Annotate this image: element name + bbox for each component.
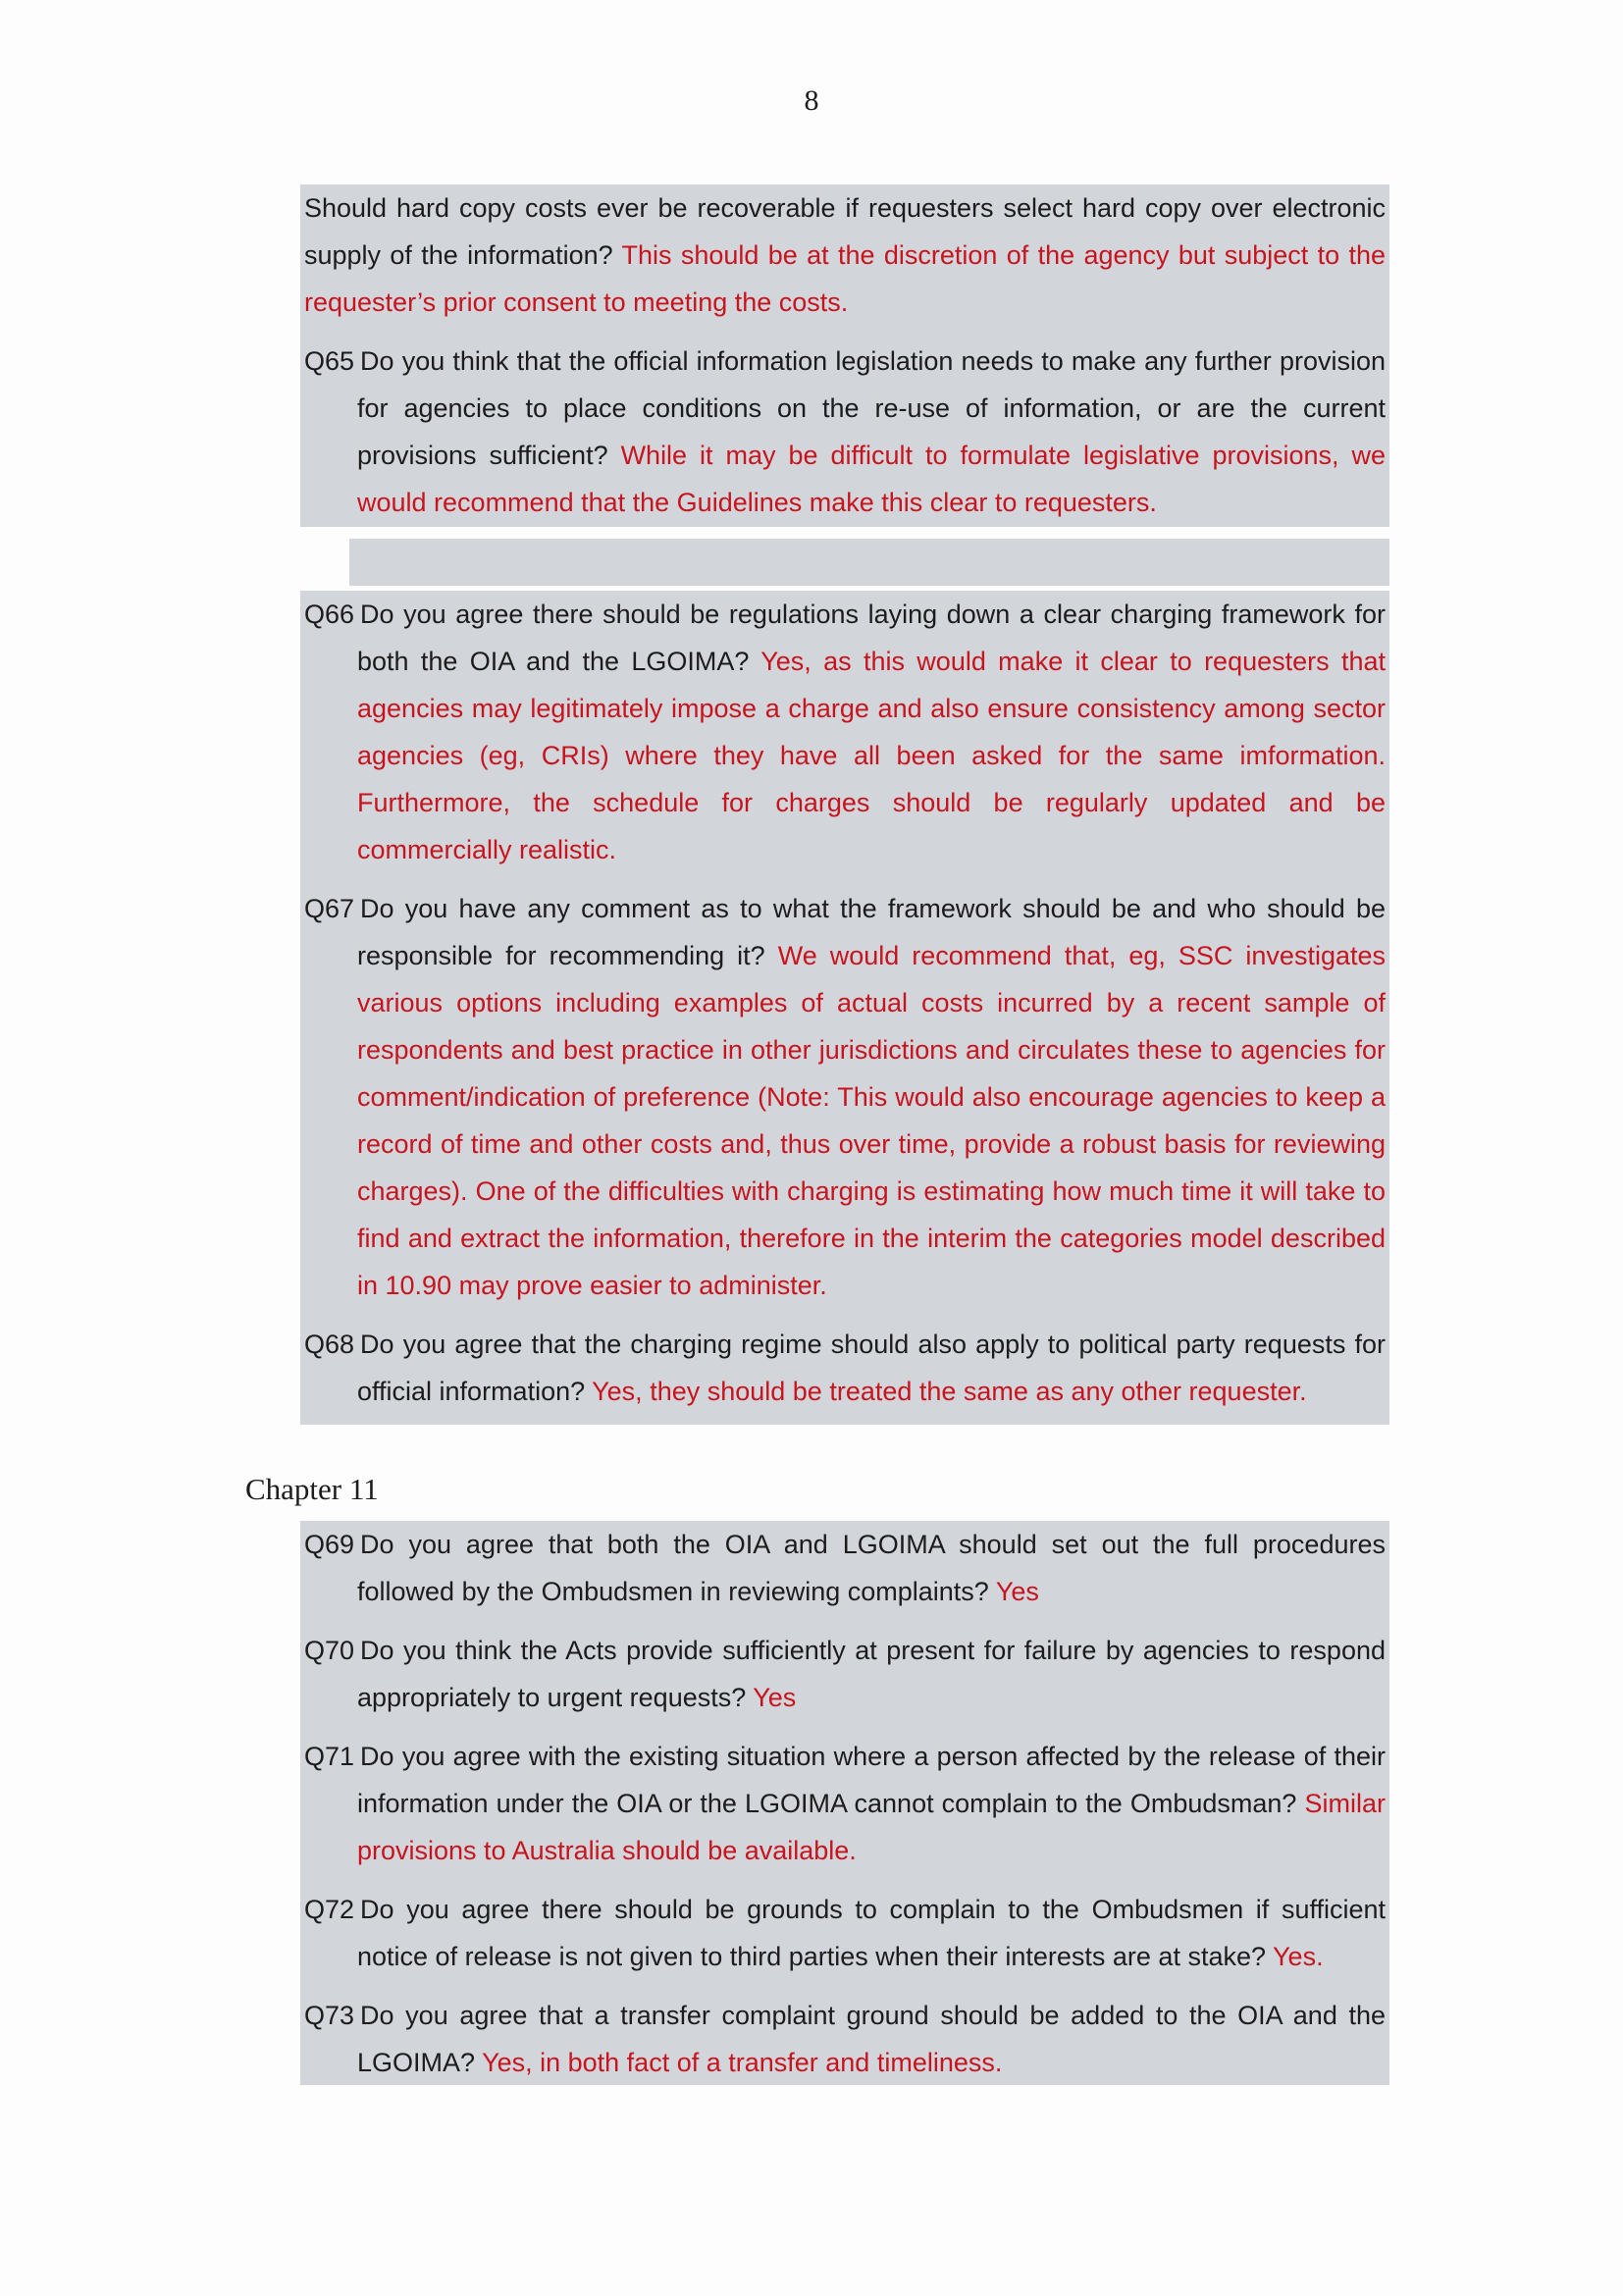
question-text: Do you agree there should be regulations laying down a clear charging framework for both the OIA and the LGOIMA? xyxy=(357,600,1386,676)
question-q72 xyxy=(304,1886,1386,1980)
question-number: Q66 xyxy=(304,600,355,629)
chapter-heading: Chapter 11 xyxy=(245,1472,379,1506)
question-q68 xyxy=(304,1321,1386,1415)
answer-text: Yes xyxy=(995,1577,1039,1606)
answer-text: This should be at the discretion of the agency but subject to the requester’s prior consent to meeting the costs. xyxy=(304,240,1386,317)
page-number: 8 xyxy=(804,84,819,117)
question-text: Do you agree there should be grounds to complain to the Ombudsmen if sufficient notice of release is not given to third parties when their interests are at stake? xyxy=(357,1895,1386,1971)
question-q66 xyxy=(304,591,1386,873)
question-text: Do you agree with the existing situation where a person affected by the release of their information under the OIA or the LGOIMA cannot complain to the Ombudsman? xyxy=(357,1742,1386,1818)
answer-text: Yes, they should be treated the same as any other requester. xyxy=(592,1377,1307,1406)
highlight-block-3 xyxy=(300,1521,1389,2085)
blank-highlight-bar xyxy=(349,539,1389,586)
highlight-block-1 xyxy=(300,184,1389,527)
question-number: Q73 xyxy=(304,2001,355,2030)
question-number: Q69 xyxy=(304,1530,355,1559)
question-q69 xyxy=(304,1521,1386,1615)
highlight-block-2 xyxy=(300,591,1389,1425)
question-number: Q71 xyxy=(304,1742,355,1771)
answer-text: Yes xyxy=(753,1683,797,1712)
question-text: Do you agree that both the OIA and LGOIMA should set out the full procedures followed by the Ombudsmen in reviewing complaints? xyxy=(357,1530,1386,1606)
answer-text: Yes. xyxy=(1273,1942,1324,1971)
answer-text: While it may be difficult to formulate legislative provisions, we would recommend that the Guidelines make this clear to requesters. xyxy=(357,441,1386,517)
question-q70 xyxy=(304,1627,1386,1721)
answer-text: Yes, as this would make it clear to requesters that agencies may legitimately impose a charge and also ensure consistency among sector agencies (eg, CRIs) where they have all been asked for the same imformation. Furthermore, the schedule for charges should be regularly updated and be commercially realistic. xyxy=(357,647,1386,864)
question-text: Do you have any comment as to what the framework should be and who should be responsible for recommending it? xyxy=(357,894,1386,970)
question-number: Q65 xyxy=(304,346,355,376)
question-number: Q68 xyxy=(304,1330,355,1359)
question-q73 xyxy=(304,1992,1386,2086)
question-text: Do you think that the official information legislation needs to make any further provision for agencies to place conditions on the re-use of information, or are the current provisions sufficient? xyxy=(357,346,1386,470)
question-number: Q72 xyxy=(304,1895,355,1924)
answer-text: Yes, in both fact of a transfer and timeliness. xyxy=(482,2048,1003,2077)
question-number: Q67 xyxy=(304,894,355,923)
question-paragraph xyxy=(304,184,1386,326)
question-text: Should hard copy costs ever be recoverable if requesters select hard copy over electronic supply of the information? xyxy=(304,193,1386,270)
answer-text: We would recommend that, eg, SSC investigates various options including examples of actual costs incurred by a recent sample of respondents and best practice in other jurisdictions and circulates these to agencies for comment/indication of preference (Note: This would also encourage agencies to keep a record of time and other costs and, thus over time, provide a robust basis for reviewing charges). One of the difficulties with charging is estimating how much time it will take to find and extract the information, therefore in the interim the categories model described in 10.90 may prove easier to administer. xyxy=(357,941,1386,1300)
question-text: Do you agree that the charging regime should also apply to political party requests for official information? xyxy=(357,1330,1386,1406)
question-q65 xyxy=(304,338,1386,526)
answer-text: Similar provisions to Australia should be available. xyxy=(357,1789,1386,1865)
question-text: Do you agree that a transfer complaint ground should be added to the OIA and the LGOIMA? xyxy=(357,2001,1386,2077)
question-q71 xyxy=(304,1733,1386,1874)
question-number: Q70 xyxy=(304,1636,355,1665)
question-text: Do you think the Acts provide sufficiently at present for failure by agencies to respond appropriately to urgent requests? xyxy=(357,1636,1386,1712)
question-q67 xyxy=(304,885,1386,1309)
